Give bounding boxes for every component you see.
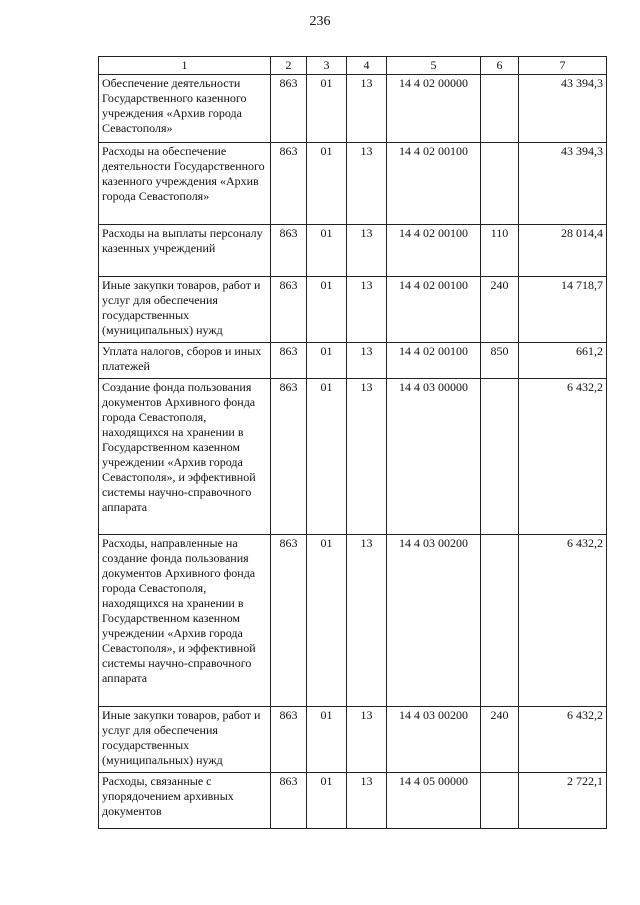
table-row xyxy=(99,75,607,143)
row-rz: 01 xyxy=(307,277,347,343)
row-ved: 863 xyxy=(271,707,307,773)
row-csr: 14 4 02 00100 xyxy=(387,277,481,343)
row-vr xyxy=(481,143,519,225)
row-vr xyxy=(481,773,519,829)
row-csr: 14 4 05 00000 xyxy=(387,773,481,829)
header-col-1: 1 xyxy=(99,57,271,75)
row-ved: 863 xyxy=(271,773,307,829)
row-sum: 661,2 xyxy=(519,343,607,379)
row-pr: 13 xyxy=(347,75,387,143)
row-ved: 863 xyxy=(271,379,307,535)
row-name: Уплата налогов, сборов и иных платежей xyxy=(99,343,271,379)
row-ved: 863 xyxy=(271,535,307,707)
row-pr: 13 xyxy=(347,707,387,773)
row-rz: 01 xyxy=(307,707,347,773)
row-csr: 14 4 03 00200 xyxy=(387,707,481,773)
row-ved: 863 xyxy=(271,225,307,277)
table-row xyxy=(99,225,607,277)
row-csr: 14 4 03 00200 xyxy=(387,535,481,707)
row-csr: 14 4 02 00100 xyxy=(387,143,481,225)
row-name: Расходы на выплаты персоналу казенных учреждений xyxy=(99,225,271,277)
row-sum: 14 718,7 xyxy=(519,277,607,343)
row-name: Иные закупки товаров, работ и услуг для обеспечения государственных (муниципальных) нужд xyxy=(99,277,271,343)
row-ved: 863 xyxy=(271,343,307,379)
table-row xyxy=(99,143,607,225)
header-col-4: 4 xyxy=(347,57,387,75)
header-col-2: 2 xyxy=(271,57,307,75)
table-row xyxy=(99,707,607,773)
row-rz: 01 xyxy=(307,379,347,535)
header-col-3: 3 xyxy=(307,57,347,75)
row-rz: 01 xyxy=(307,343,347,379)
row-sum: 6 432,2 xyxy=(519,379,607,535)
row-ved: 863 xyxy=(271,143,307,225)
page-number: 236 xyxy=(309,14,331,29)
header-col-6: 6 xyxy=(481,57,519,75)
row-sum: 2 722,1 xyxy=(519,773,607,829)
row-vr: 850 xyxy=(481,343,519,379)
row-pr: 13 xyxy=(347,773,387,829)
row-vr: 240 xyxy=(481,707,519,773)
row-ved: 863 xyxy=(271,277,307,343)
row-ved: 863 xyxy=(271,75,307,143)
row-sum: 6 432,2 xyxy=(519,535,607,707)
row-sum: 43 394,3 xyxy=(519,143,607,225)
row-pr: 13 xyxy=(347,343,387,379)
row-csr: 14 4 02 00100 xyxy=(387,343,481,379)
header-col-7: 7 xyxy=(519,57,607,75)
table-row xyxy=(99,535,607,707)
row-name: Расходы, направленные на создание фонда пользования документов Архивного фонда города Севастополя, находящихся на хранении в Государственном казенном учреждении «Архив города Севастополя», и эффективной системы научно-справочного аппарата xyxy=(99,535,271,707)
row-rz: 01 xyxy=(307,225,347,277)
row-csr: 14 4 02 00100 xyxy=(387,225,481,277)
row-name: Иные закупки товаров, работ и услуг для обеспечения государственных (муниципальных) нужд xyxy=(99,707,271,773)
row-sum: 6 432,2 xyxy=(519,707,607,773)
row-vr xyxy=(481,379,519,535)
row-sum: 28 014,4 xyxy=(519,225,607,277)
row-pr: 13 xyxy=(347,379,387,535)
row-vr xyxy=(481,535,519,707)
row-sum: 43 394,3 xyxy=(519,75,607,143)
row-pr: 13 xyxy=(347,535,387,707)
row-name: Обеспечение деятельности Государственного казенного учреждения «Архив города Севастополя» xyxy=(99,75,271,143)
row-name: Создание фонда пользования документов Архивного фонда города Севастополя, находящихся на хранении в Государственном казенном учреждении «Архив города Севастополя», и эффективной системы научно-справочного аппарата xyxy=(99,379,271,535)
row-name: Расходы, связанные с упорядочением архивных документов xyxy=(99,773,271,829)
header-col-5: 5 xyxy=(387,57,481,75)
row-rz: 01 xyxy=(307,143,347,225)
budget-table xyxy=(98,56,607,829)
row-pr: 13 xyxy=(347,143,387,225)
row-rz: 01 xyxy=(307,75,347,143)
table-row xyxy=(99,277,607,343)
table-row xyxy=(99,773,607,829)
row-pr: 13 xyxy=(347,277,387,343)
table-row xyxy=(99,343,607,379)
row-rz: 01 xyxy=(307,535,347,707)
row-vr xyxy=(481,75,519,143)
header-row xyxy=(99,57,607,75)
row-rz: 01 xyxy=(307,773,347,829)
table-row xyxy=(99,379,607,535)
row-vr: 110 xyxy=(481,225,519,277)
row-name: Расходы на обеспечение деятельности Государственного казенного учреждения «Архив города Севастополя» xyxy=(99,143,271,225)
row-vr: 240 xyxy=(481,277,519,343)
row-pr: 13 xyxy=(347,225,387,277)
row-csr: 14 4 03 00000 xyxy=(387,379,481,535)
row-csr: 14 4 02 00000 xyxy=(387,75,481,143)
